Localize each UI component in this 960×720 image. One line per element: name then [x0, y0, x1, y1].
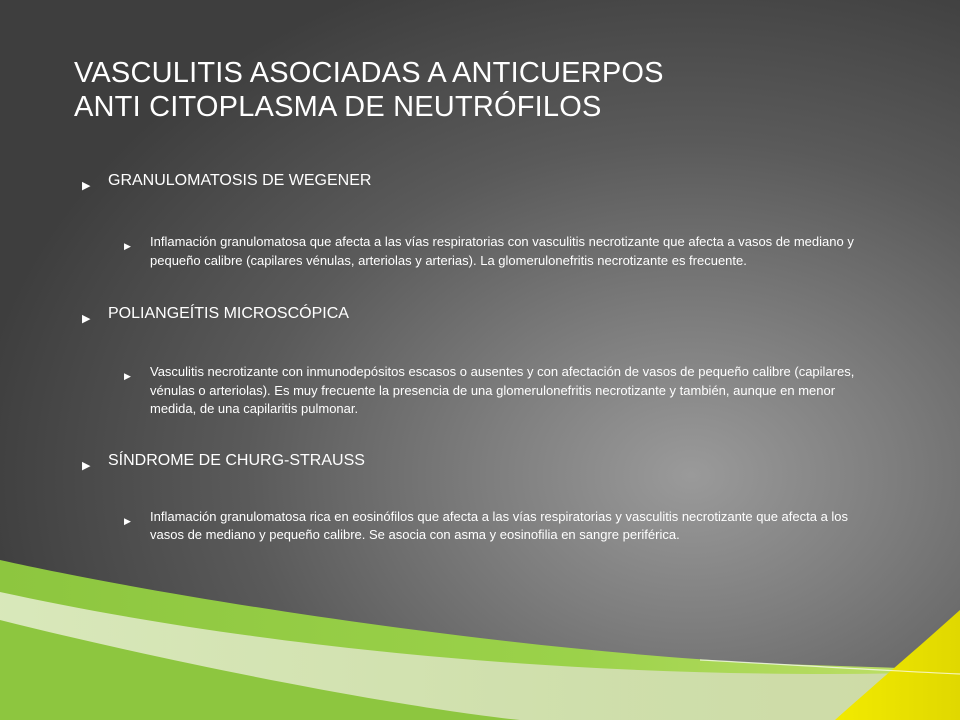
decorative-swoosh	[0, 560, 960, 720]
bullet-item-wegener	[82, 170, 882, 192]
item-detail: Inflamación granulomatosa rica en eosinófilos que afecta a las vías respiratorias y vasculitis necrotizante que afecta a los vasos de mediano y pequeño calibre. Se asocia con asma y eosinofilia en sangre periférica.	[150, 508, 849, 542]
item-detail: Vasculitis necrotizante con inmunodepósitos escasos o ausentes y con afectación de vasos de pequeño calibre (capilares, vénulas o arteriolas). Es muy frecuente la presencia de una glomerulonefritis necrotizante y también, aunque en menor medida, de una capilaritis pulmonar.	[150, 364, 855, 416]
title-line-1: VASCULITIS ASOCIADAS A ANTICUERPOS	[74, 57, 664, 89]
triangle-bullet-icon: ▶	[82, 459, 91, 472]
item-detail: Inflamación granulomatosa que afecta a las vías respiratorias con vasculitis necrotizante que afecta a vasos de mediano y pequeño calibre (capilares vénulas, arteriolas y arterias). La glomerulonefritis necrotizante es frecuente.	[150, 234, 854, 268]
title-line-2: ANTI CITOPLASMA DE NEUTRÓFILOS	[74, 91, 602, 123]
triangle-bullet-icon: ▶	[82, 180, 91, 192]
slide-content	[82, 170, 882, 545]
bullet-item-poliangeitis	[82, 303, 882, 325]
slide-title	[74, 56, 894, 124]
sub-bullet-poliangeitis	[124, 363, 882, 419]
triangle-bullet-icon: ▶	[82, 313, 91, 325]
triangle-bullet-icon: ▶	[124, 515, 131, 526]
sub-bullet-wegener	[124, 233, 882, 270]
sub-bullet-churg-strauss	[124, 508, 882, 545]
triangle-bullet-icon: ▶	[124, 371, 131, 381]
bullet-item-churg-strauss	[82, 450, 882, 472]
item-heading: GRANULOMATOSIS DE WEGENER	[108, 172, 372, 189]
triangle-bullet-icon: ▶	[124, 241, 131, 251]
item-heading: POLIANGEÍTIS MICROSCÓPICA	[108, 305, 349, 322]
item-heading: SÍNDROME DE CHURG-STRAUSS	[108, 451, 365, 469]
yellow-wedge-shape	[835, 610, 960, 720]
